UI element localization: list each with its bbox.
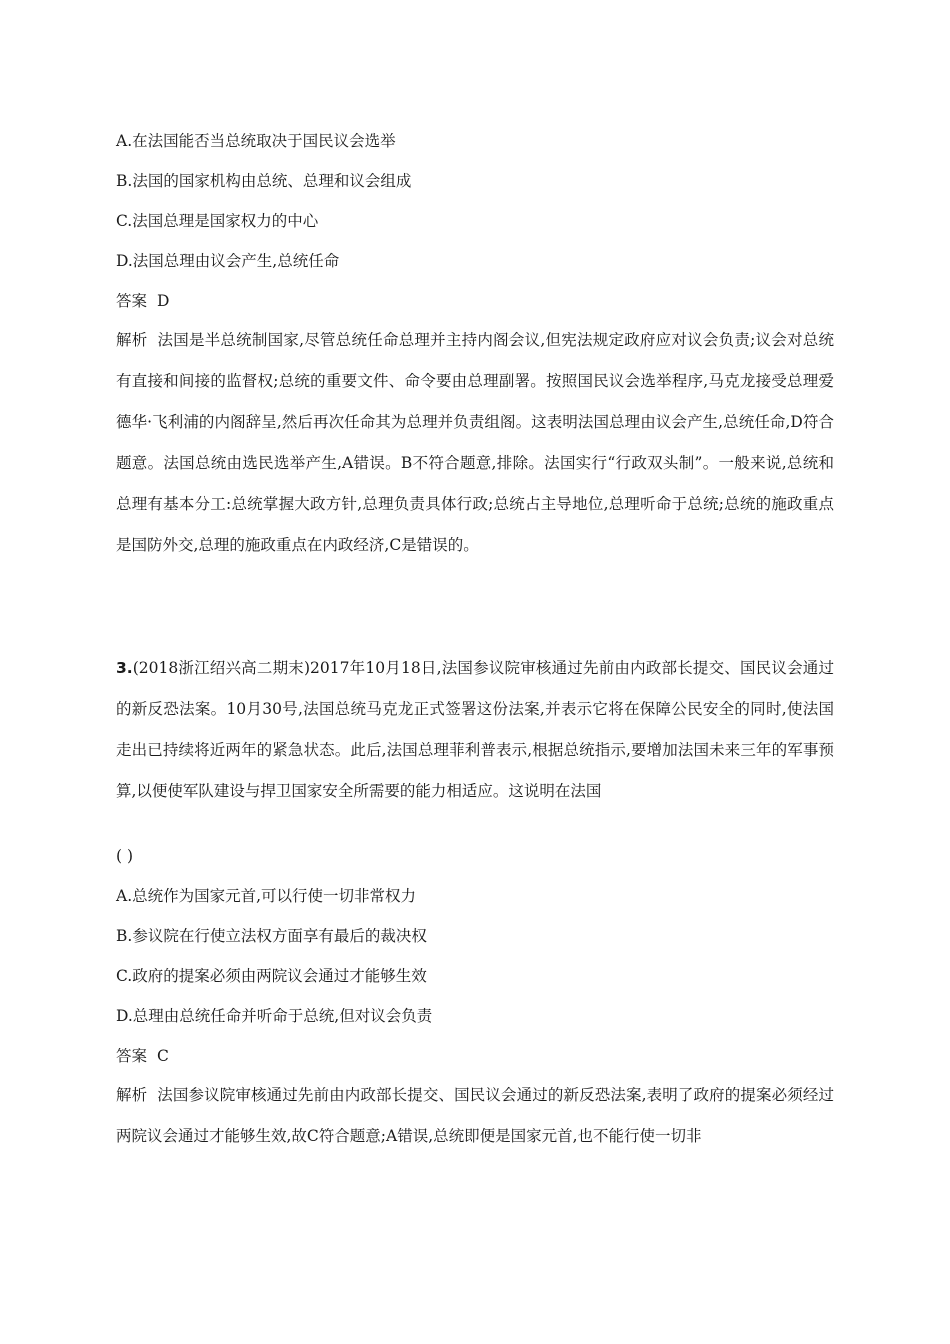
q3-answer-value: C xyxy=(157,1047,169,1065)
q3-analysis xyxy=(116,1075,834,1157)
q2-answer xyxy=(116,291,169,311)
q3-answer xyxy=(116,1046,169,1066)
q3-option-d: D.总理由总统任命并听命于总统,但对议会负责 xyxy=(116,1007,433,1025)
q2-answer-label: 答案 xyxy=(116,292,148,310)
q2-answer-value: D xyxy=(157,292,170,310)
q3-stem xyxy=(116,648,834,812)
q3-analysis-label: 解析 xyxy=(116,1086,148,1104)
q3-option-c: C.政府的提案必须由两院议会通过才能够生效 xyxy=(116,967,427,985)
q2-option-b: B.法国的国家机构由总统、总理和议会组成 xyxy=(116,172,412,190)
q3-analysis-text: 法国参议院审核通过先前由内政部长提交、国民议会通过的新反恐法案,表明了政府的提案必须经过两院议会通过才能够生效,故C符合题意;A错误,总统即便是国家元首,也不能行使一切非 xyxy=(116,1086,834,1145)
q2-analysis xyxy=(116,320,834,566)
q2-analysis-label: 解析 xyxy=(116,331,148,349)
q3-answer-label: 答案 xyxy=(116,1047,148,1065)
q3-option-b: B.参议院在行使立法权方面享有最后的裁决权 xyxy=(116,927,427,945)
q3-number: 3. xyxy=(116,659,133,677)
q2-analysis-text: 法国是半总统制国家,尽管总统任命总理并主持内阁会议,但宪法规定政府应对议会负责;议会对总统有直接和间接的监督权;总统的重要文件、命令要由总理副署。按照国民议会选举程序,马克龙接受总理爱德华·飞利浦的内阁辞呈,然后再次任命其为总理并负责组阁。这表明法国总理由议会产生,总统任命,D符合题意。法国总统由选民选举产生,A错误。B不符合题意,排除。法国实行“行政双头制”。一般来说,总统和总理有基本分工:总统掌握大政方针,总理负责具体行政;总统占主导地位,总理听命于总统;总统的施政重点是国防外交,总理的施政重点在内政经济,C是错误的。 xyxy=(116,331,834,554)
q3-stem-text: (2018浙江绍兴高二期末)2017年10月18日,法国参议院审核通过先前由内政部长提交、国民议会通过的新反恐法案。10月30号,法国总统马克龙正式签署这份法案,并表示它将在保障公民安全的同时,使法国走出已持续将近两年的紧急状态。此后,法国总理菲利普表示,根据总统指示,要增加法国未来三年的军事预算,以便使军队建设与捍卫国家安全所需要的能力相适应。这说明在法国 xyxy=(116,659,834,800)
q2-option-d: D.法国总理由议会产生,总统任命 xyxy=(116,252,340,270)
q2-option-a: A.在法国能否当总统取决于国民议会选举 xyxy=(116,132,396,150)
q3-option-a: A.总统作为国家元首,可以行使一切非常权力 xyxy=(116,887,417,905)
q2-option-c: C.法国总理是国家权力的中心 xyxy=(116,212,319,230)
q3-answer-blank: ( ) xyxy=(116,847,134,865)
